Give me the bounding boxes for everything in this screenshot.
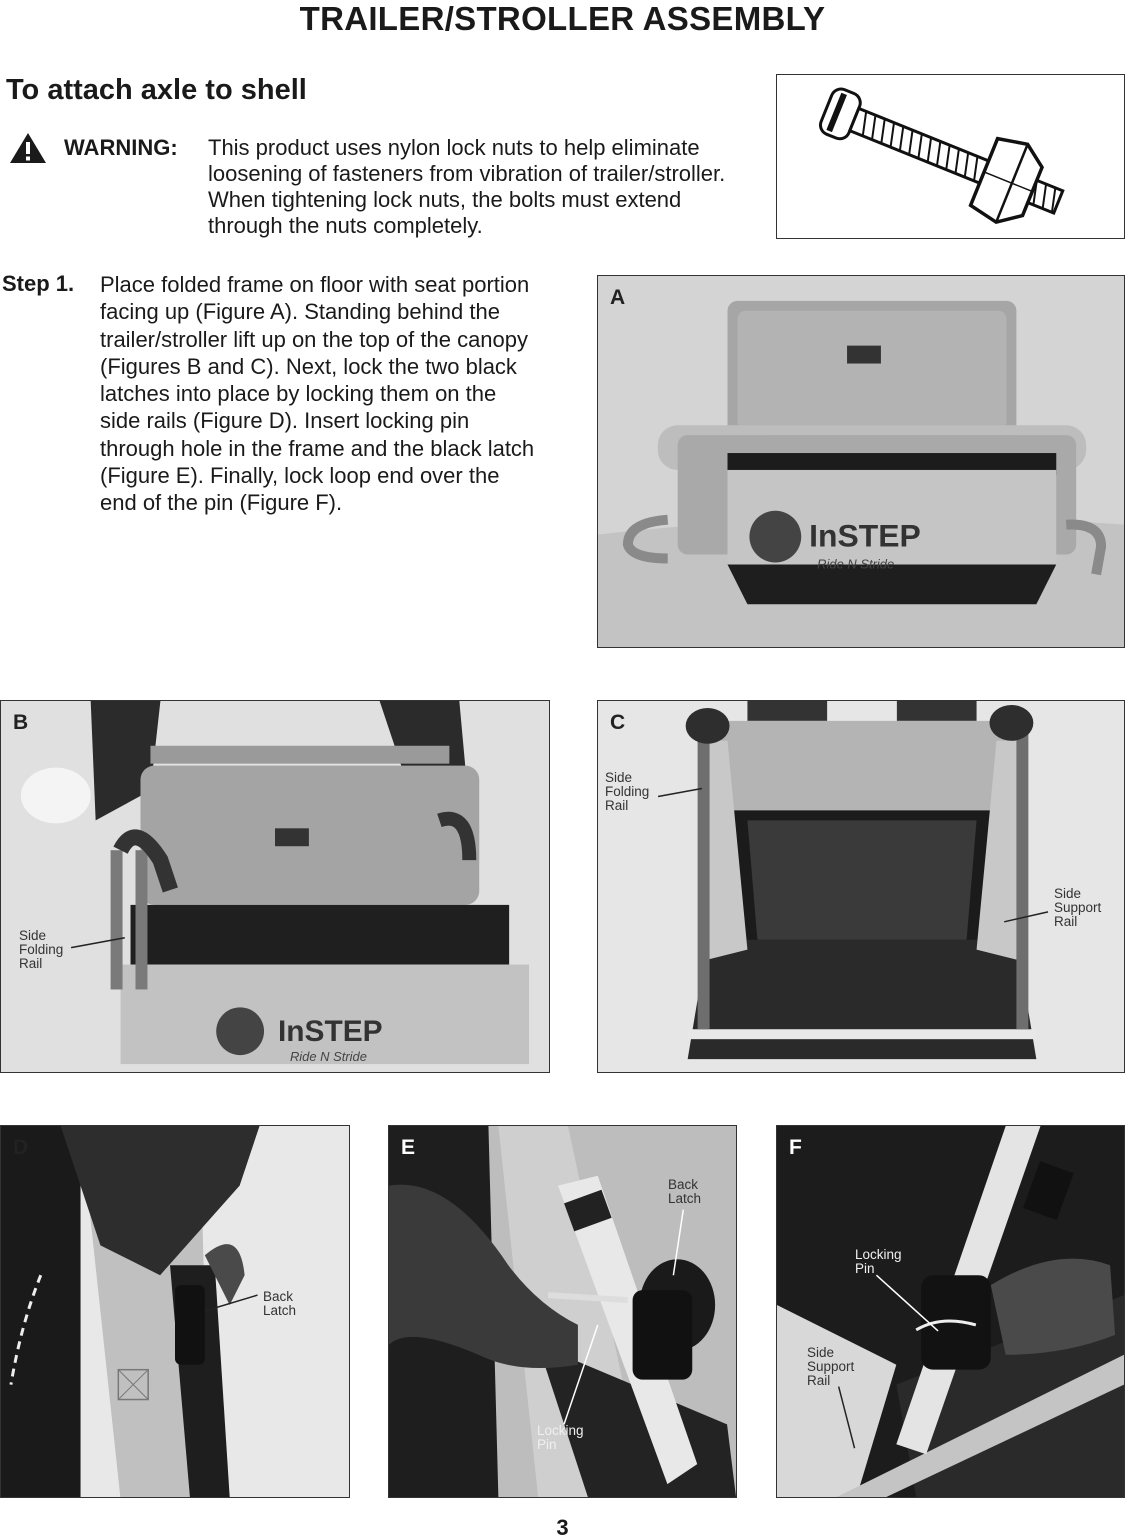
warning-text: This product uses nylon lock nuts to help eliminate loosening of fasteners from vibration of trailer/stroller. When tightening lock nuts, the bolts must extend through the nuts completely.: [208, 135, 726, 238]
figure-c-letter: C: [610, 711, 626, 734]
figure-e-callout-locking-pin: Locking Pin: [537, 1423, 584, 1452]
svg-text:InSTEP: InSTEP: [809, 517, 921, 554]
figure-e-letter: E: [401, 1136, 416, 1159]
figure-b-callout-side-folding-rail: Side Folding Rail: [19, 928, 64, 971]
figure-e-callout-back-latch: Back Latch: [668, 1177, 702, 1206]
figure-f-letter: F: [789, 1136, 802, 1159]
svg-text:Ride N Stride: Ride N Stride: [289, 1049, 367, 1065]
figure-a: [597, 275, 1125, 648]
figure-d-callout-back-latch: Back Latch: [263, 1289, 297, 1318]
figure-c: [597, 700, 1125, 1073]
figure-b-callout-line: [71, 938, 125, 948]
figure-f-callout-line-pin: [876, 1275, 938, 1331]
step-instructions: Place folded frame on floor with seat portion facing up (Figure A). Standing behind the trailer/stroller lift up on the top of the canopy (Figures B and C). Next, lock the two black latches into place by locking them on the side rails (Figure D). Insert locking pin through hole in the frame and the black latch (Figure E). Finally, lock loop end over the end of the pin (Figure F).: [100, 272, 535, 516]
figure-c-callout-line-support: [1004, 912, 1048, 922]
svg-text:InSTEP: InSTEP: [277, 1015, 383, 1049]
figure-e-callout-line-latch: [673, 1210, 683, 1276]
figure-f: [776, 1125, 1125, 1498]
figure-c-callout-line-folding: [658, 789, 702, 797]
figure-a-photo: [598, 276, 1124, 647]
svg-text:Ride N Stride: Ride N Stride: [817, 556, 895, 572]
figure-d: [0, 1125, 350, 1498]
warning-label: WARNING:: [64, 135, 178, 160]
figure-b-letter: B: [13, 711, 29, 734]
page-title: TRAILER/STROLLER ASSEMBLY: [299, 0, 826, 37]
step-label: Step 1.: [2, 271, 75, 296]
warning-triangle-icon: [8, 131, 48, 165]
page-number: 3: [556, 1515, 569, 1538]
figure-f-callout-side-support-rail: Side Support Rail: [807, 1345, 855, 1388]
figure-b: [0, 700, 550, 1073]
figure-e: [388, 1125, 737, 1498]
figure-d-callout-line: [205, 1295, 258, 1311]
bolt-and-nut-icon: [777, 75, 1125, 240]
figure-a-letter: A: [610, 286, 626, 309]
figure-d-letter: D: [13, 1136, 29, 1159]
section-title: To attach axle to shell: [6, 74, 307, 106]
figure-c-callout-side-folding-rail: Side Folding Rail: [605, 770, 650, 813]
bolt-illustration: [776, 74, 1125, 239]
figure-f-callout-line-rail: [839, 1387, 855, 1449]
figure-f-callout-locking-pin: Locking Pin: [855, 1247, 902, 1276]
figure-e-callout-line-pin: [564, 1325, 598, 1424]
figure-c-callout-side-support-rail: Side Support Rail: [1054, 886, 1102, 929]
